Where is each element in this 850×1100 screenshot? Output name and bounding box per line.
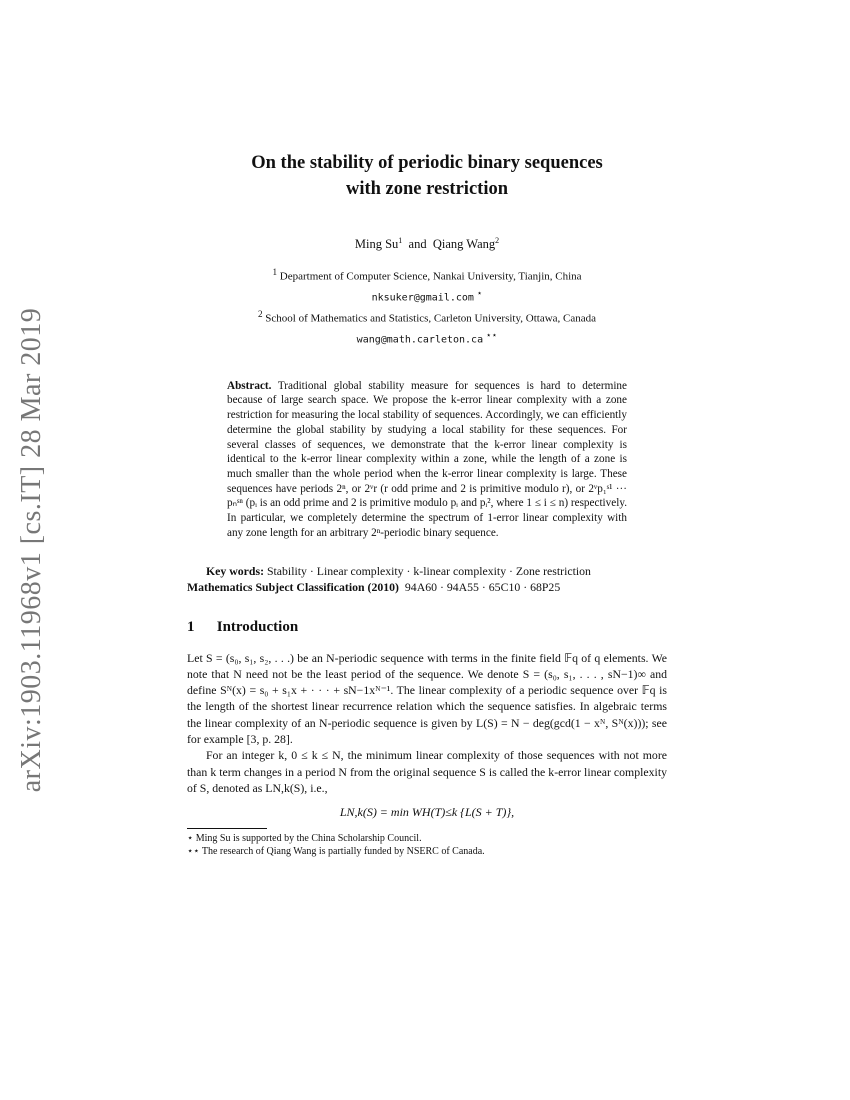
title-line-1: On the stability of periodic binary sequences bbox=[251, 153, 603, 173]
footnote-rule bbox=[187, 828, 267, 829]
email-2[interactable]: wang@math.carleton.ca bbox=[356, 334, 484, 346]
section-title: Introduction bbox=[216, 618, 299, 635]
footnote-2: ⋆⋆ The research of Qiang Wang is partially funded by NSERC of Canada. bbox=[187, 846, 485, 858]
arxiv-side-stamp bbox=[12, 270, 52, 830]
paragraph-2: For an integer k, 0 ≤ k ≤ N, the minimum linear complexity of those sequences with not more than k term changes in a period N from the original sequence S is called the k-error linear complexity of S, denoted as LN,k(S), i.e., bbox=[187, 748, 667, 795]
email-2-line bbox=[187, 327, 667, 349]
email-1-mark: ⋆ bbox=[476, 287, 483, 298]
title-line-2: with zone restriction bbox=[345, 179, 508, 199]
abstract-label: Abstract. bbox=[227, 379, 272, 392]
affiliation-1 bbox=[187, 264, 667, 285]
abstract-text: Traditional global stability measure for sequences is hard to determine because of large search space. We propose the k-error linear complexity with a zone restriction for measuring the local stability of sequences. Accordingly, we can efficiently determine the global stability by studying a local stability for these sequences. For several classes of sequences, we demonstrate that the k-error linear complexity is identical to the k-error linear complexity within a zone, while the length of a zone is much smaller than the whole period when the k-error linear complexity is large. These sequences have periods 2ⁿ, or 2ᵛr (r odd prime and 2 is primitive modulo r), or 2ᵛp₁ˢ¹ ··· pₙˢⁿ (pᵢ is an odd prime and 2 is primitive modulo pᵢ and pᵢ², where 1 ≤ i ≤ n) respectively. In particular, we completely determine the spectrum of 1-error linear complexity with any zone length for an arbitrary 2ⁿ-periodic binary sequence. bbox=[227, 379, 627, 539]
msc-classification bbox=[187, 579, 667, 595]
author-2: Qiang Wang bbox=[432, 237, 496, 252]
affiliation-2 bbox=[187, 306, 667, 327]
introduction-body bbox=[187, 650, 667, 821]
keywords bbox=[187, 563, 667, 579]
author-separator: and bbox=[408, 237, 427, 252]
author-2-mark: 2 bbox=[495, 236, 500, 245]
email-1-line bbox=[187, 285, 667, 307]
author-list bbox=[187, 236, 667, 252]
footnotes bbox=[187, 832, 667, 858]
abstract bbox=[227, 379, 627, 541]
affiliation-1-mark: 1 bbox=[272, 267, 278, 278]
footnote-1: ⋆ Ming Su is supported by the China Scholarship Council. bbox=[187, 833, 422, 845]
keywords-text: Stability · Linear complexity · k-linear complexity · Zone restriction bbox=[266, 563, 591, 578]
paper-title bbox=[187, 150, 667, 202]
msc-codes: 94A60 · 94A55 · 65C10 · 68P25 bbox=[404, 579, 561, 594]
arxiv-identifier: arXiv:1903.11968v1 [cs.IT] 28 Mar 2019 bbox=[16, 307, 47, 793]
equation-k-error: LN,k(S) = min WH(T)≤k {L(S + T)}, bbox=[339, 805, 515, 820]
author-1: Ming Su bbox=[354, 237, 399, 252]
keywords-label: Key words: bbox=[206, 563, 264, 578]
affiliation-2-text: School of Mathematics and Statistics, Carleton University, Ottawa, Canada bbox=[265, 313, 597, 326]
author-1-mark: 1 bbox=[398, 236, 403, 245]
msc-label: Mathematics Subject Classification (2010) bbox=[187, 579, 399, 594]
section-heading bbox=[187, 619, 667, 636]
email-1[interactable]: nksuker@gmail.com bbox=[371, 292, 474, 304]
email-2-mark: ⋆⋆ bbox=[485, 330, 498, 341]
section-number: 1 bbox=[187, 618, 195, 635]
paper-page bbox=[187, 150, 667, 858]
affiliations bbox=[187, 264, 667, 349]
paragraph-1: Let S = (s₀, s₁, s₂, . . .) be an N-periodic sequence with terms in the finite field 𝔽q of q elements. We note that N need not be the least period of the sequence. We denote S = (s₀, s₁, . . . , sN−1)∞ and define Sᴺ(x) = s₀ + s₁x + · · · + sN−1xᴺ⁻¹. The linear complexity of a periodic sequence over 𝔽q is the length of the shortest linear recurrence relation which the sequence satisfies. In algebraic terms the linear complexity of an N-periodic sequence is given by L(S) = N − deg(gcd(1 − xᴺ, Sᴺ(x))); see for example [3, p. 28]. bbox=[187, 650, 667, 746]
affiliation-1-text: Department of Computer Science, Nankai University, Tianjin, China bbox=[279, 270, 582, 283]
affiliation-2-mark: 2 bbox=[257, 309, 263, 320]
